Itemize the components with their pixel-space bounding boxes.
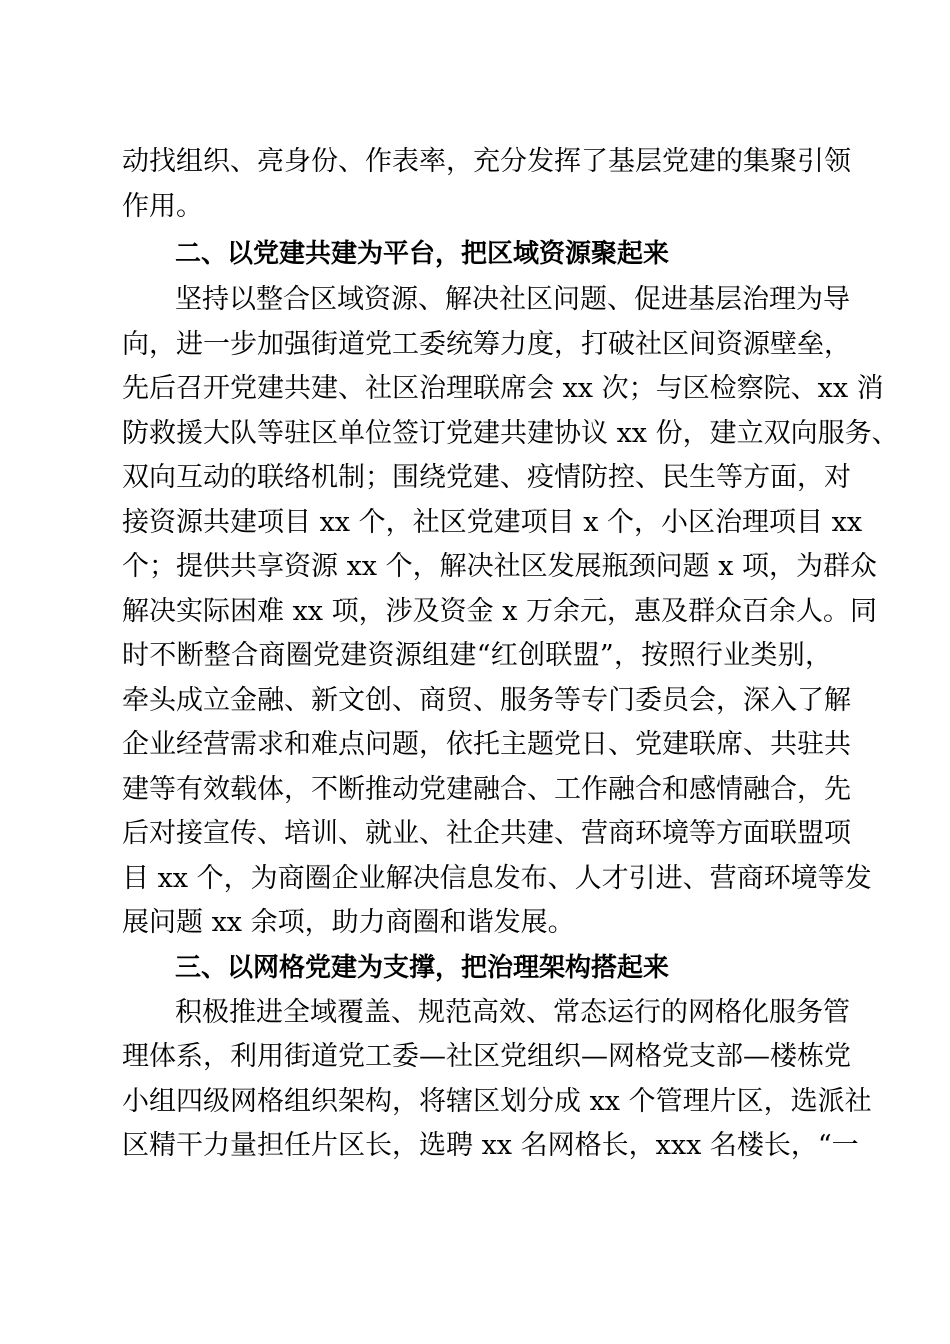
paragraph-intro-line-2: 作用。 — [122, 191, 203, 222]
section-heading-3: 三、以网格党建为支撑，把治理架构搭起来 — [175, 953, 670, 983]
paragraph-intro-line-1: 动找组织、亮身份、作表率，充分发挥了基层党建的集聚引领 — [122, 146, 851, 177]
paragraph-3-line-3: 小组四级网格组织架构，将辖区划分成 xx 个管理片区，选派社 — [122, 1086, 872, 1117]
paragraph-2-line-6: 接资源共建项目 xx 个，社区党建项目 x 个，小区治理项目 xx — [122, 507, 863, 538]
paragraph-2-line-2: 向，进一步加强街道党工委统筹力度，打破社区间资源壁垒， — [122, 329, 851, 360]
paragraph-2-line-14: 目 xx 个，为商圈企业解决信息发布、人才引进、营商环境等发 — [122, 863, 872, 894]
paragraph-3-line-1: 积极推进全域覆盖、规范高效、常态运行的网格化服务管 — [175, 997, 850, 1028]
paragraph-2-line-15: 展问题 xx 余项，助力商圈和谐发展。 — [122, 907, 575, 938]
paragraph-3-line-2: 理体系，利用街道党工委—社区党组织—网格党支部—楼栋党 — [122, 1041, 851, 1072]
paragraph-2-line-10: 牵头成立金融、新文创、商贸、服务等专门委员会，深入了解 — [122, 685, 851, 716]
paragraph-2-line-4: 防救援大队等驻区单位签订党建共建协议 xx 份，建立双向服务、 — [122, 418, 899, 449]
paragraph-2-line-11: 企业经营需求和难点问题，依托主题党日、党建联席、共驻共 — [122, 729, 851, 760]
paragraph-2-line-13: 后对接宣传、培训、就业、社企共建、营商环境等方面联盟项 — [122, 818, 851, 849]
paragraph-2-line-7: 个；提供共享资源 xx 个，解决社区发展瓶颈问题 x 项，为群众 — [122, 551, 878, 582]
paragraph-2-line-1: 坚持以整合区域资源、解决社区问题、促进基层治理为导 — [175, 284, 850, 315]
paragraph-2-line-5: 双向互动的联络机制；围绕党建、疫情防控、民生等方面，对 — [122, 462, 851, 493]
paragraph-2-line-3: 先后召开党建共建、社区治理联席会 xx 次；与区检察院、xx 消 — [122, 373, 884, 404]
paragraph-2-line-9: 时不断整合商圈党建资源组建“红创联盟”，按照行业类别， — [122, 640, 832, 671]
paragraph-3-line-4: 区精干力量担任片区长，选聘 xx 名网格长，xxx 名楼长，“一 — [122, 1130, 859, 1161]
paragraph-2-line-12: 建等有效载体，不断推动党建融合、工作融合和感情融合，先 — [122, 774, 851, 805]
section-heading-2: 二、以党建共建为平台，把区域资源聚起来 — [175, 239, 670, 269]
paragraph-2-line-8: 解决实际困难 xx 项，涉及资金 x 万余元，惠及群众百余人。同 — [122, 596, 878, 627]
